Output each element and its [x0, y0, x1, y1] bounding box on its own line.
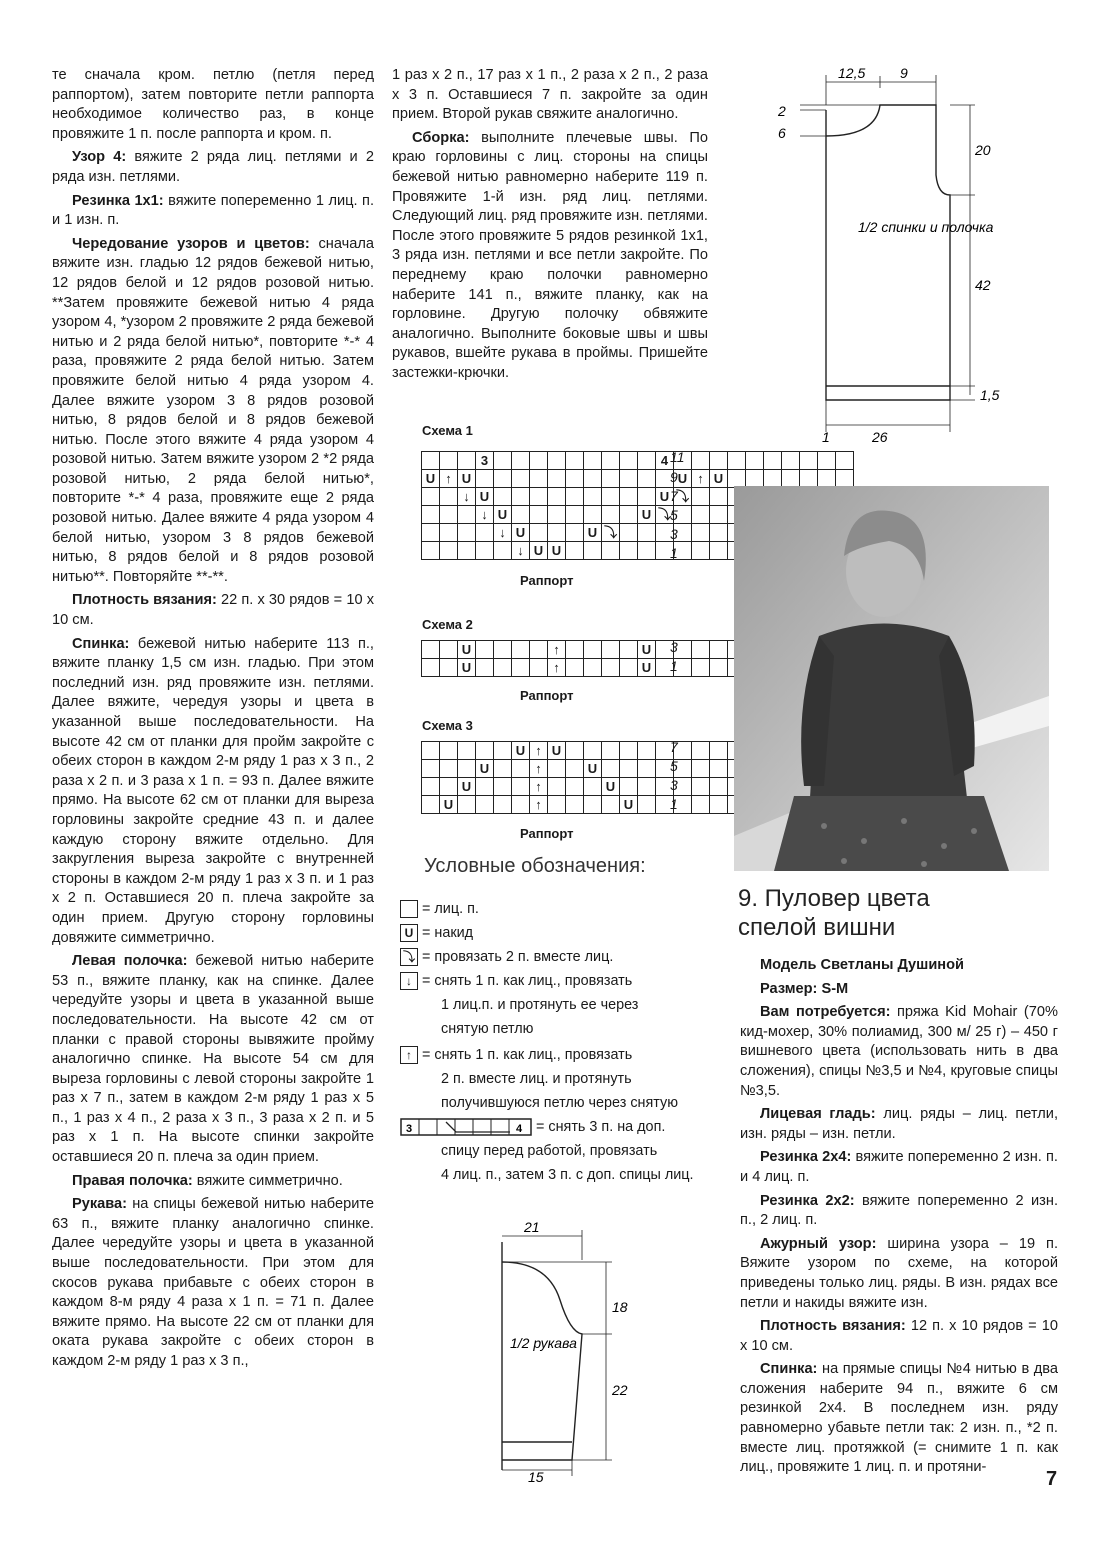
legend-skp-3: снятую петлю	[441, 1021, 534, 1037]
paragraph: Спинка: бежевой нитью наберите 113 п., вяжите планку 1,5 см изн. гладью. При этом последний изн. ряд провяжите изн. петлями. Далее вяжите, чередуя узоры и цвета в указанной выше последовательности. На высоте 42 см от планки для пройм закройте с обеих сторон в каждом 2-м ряду 1 раз х 3 п., 2 раза х 2 п. и 3 раза х 1 п. = 93 п. Далее вяжите прямо. На высоте 62 см от планки для выреза горловины закройте средние 43 п. и далее каждую сторону вяжите отдельно. Для закругления выреза закройте с внутренней стороны в каждом 2-м ряду 1 раз х 3 п. и 1 раз х 2 п. Оставшиеся 20 п. плеча закройте за один прием. Другую сторону горловины довяжите симметрично.	[52, 635, 374, 946]
paragraph: Лицевая гладь: лиц. ряды – лиц. петли, изн. ряды – изн. петли.	[740, 1106, 1059, 1142]
legend-skp: ↓ = снять 1 п. как лиц., провязать	[400, 970, 632, 992]
svg-text:1,5: 1,5	[980, 387, 1000, 403]
scheme-2-row-3: 3	[670, 639, 678, 655]
paragraph: те сначала кром. петлю (петля перед раппортом), затем повторите петли раппорта необходимое количество раз, в конце провяжите 1 п. после раппорта и кром. п.	[52, 67, 374, 142]
sk2p-icon: ↑	[400, 1046, 418, 1064]
text-column-3	[740, 956, 1058, 1482]
svg-text:2: 2	[778, 103, 786, 119]
svg-text:3: 3	[406, 1123, 413, 1136]
scheme-3-row-5: 5	[670, 758, 678, 774]
svg-text:21: 21	[524, 1220, 540, 1235]
legend-cable-2: спицу перед работой, провязать	[441, 1143, 658, 1159]
scheme-2-grid: U ↑ U U ↑ U	[421, 640, 854, 677]
svg-text:18: 18	[612, 1299, 628, 1315]
svg-text:1/2 рукава: 1/2 рукава	[510, 1335, 577, 1351]
scheme-3-grid: U ↑ U U ↑ U U ↑ U U ↑ U	[421, 741, 854, 814]
article-title: 9. Пуловер цвета спелой вишни	[738, 885, 930, 941]
svg-text:20: 20	[975, 142, 991, 158]
paragraph: Узор 4: вяжите 2 ряда лиц. петлями и 2 ряда изн. петлями.	[52, 149, 374, 185]
paragraph: Резинка 1х1: вяжите попеременно 1 лиц. п. и 1 изн. п.	[52, 192, 374, 229]
knit-stitch-icon	[400, 900, 418, 918]
paragraph: Ажурный узор: ширина узора – 19 п. Вяжите узором по схеме, на которой приведены только лиц. ряды. В изн. рядах все петли и накиды вяжите изн.	[740, 1235, 1058, 1311]
legend-skp-2: 1 лиц.п. и протянуть ее через	[441, 997, 639, 1013]
paragraph: Вам потребуется: пряжа Kid Mohair (70% кид-мохер, 30% полиамид, 300 м/ 25 г) – 450 г вишневого цвета (использовать нить в два сложения), спицы №3,5 и №4, круговые спицы №3,5.	[740, 1004, 1058, 1099]
paragraph: Размер: S-M	[760, 980, 849, 997]
paragraph: Модель Светланы Душиной	[760, 957, 964, 973]
legend-k2tog: ⤵ = провязать 2 п. вместе лиц.	[400, 946, 613, 968]
scheme-2-row-1: 1	[670, 658, 678, 674]
paragraph: Сборка: выполните плечевые швы. По краю горловины с лиц. стороны на спицы бежевой нитью равномерно наберите 119 п. Провяжите 1-й изн. ряд лиц. петлями. Следующий лиц. ряд провяжите изн. петлями. После этого провяжите 5 рядов резинкой 1х1, 3 ряда изн. петлями и все петли закройте. По переднему краю полочки равномерно наберите 141 п., вяжите планку, как на горловине. Другую полочку обвяжите аналогично. Выполните боковые швы и швы рукавов, вшейте рукава в проймы. Пришейте застежки-крючки.	[392, 129, 708, 381]
paragraph: Резинка 2х4: вяжите попеременно 2 изн. п. и 4 лиц. п.	[740, 1149, 1058, 1185]
body-schematic	[760, 60, 1020, 450]
legend-knit: = лиц. п.	[400, 898, 479, 920]
legend-cable-3: 4 лиц. п., затем 3 п. с доп. спицы лиц.	[441, 1167, 694, 1183]
svg-text:12,5: 12,5	[838, 65, 866, 81]
scheme-3-row-7: 7	[670, 739, 678, 755]
svg-text:15: 15	[528, 1469, 544, 1485]
scheme-1-rapport: Раппорт	[520, 573, 574, 588]
legend-yarnover: U = накид	[400, 922, 473, 944]
page-number: 7	[1046, 1468, 1058, 1490]
svg-text:22: 22	[612, 1382, 628, 1398]
svg-text:6: 6	[778, 125, 786, 141]
skp-icon: ↓	[400, 972, 418, 990]
sleeve-schematic	[488, 1220, 648, 1490]
text-column-2	[392, 66, 708, 388]
paragraph: Резинка 2х2: вяжите попеременно 2 изн. п., 2 лиц. п.	[740, 1192, 1058, 1229]
paragraph: Левая полочка: бежевой нитью наберите 53 п., вяжите планку, как на спинке. Далее чередуйте узоры и цвета в указанной выше последовательности. На высоте 42 см от планки с правой стороны вывяжите пройму аналогично спинке. На высоте 54 см для выреза горловины с левой стороны закройте 1 раз х 7 п., затем в каждом 2-м ряду 1 раз х 5 п., 1 раз х 4 п., 2 раза х 3 п., 3 раза х 2 п. и 5 раз х 1 п. На высоте спинки закройте оставшиеся 20 п. плеча за один прием.	[52, 953, 374, 1166]
scheme-3-row-3: 3	[670, 777, 678, 793]
paragraph: Чередование узоров и цветов: сначала вяжите изн. гладью 12 рядов бежевой нитью, 12 рядов белой и 12 рядов розовой нитью. **Затем провяжите бежевой нитью 4 ряда узором 4, *узором 2 провяжите 2 ряда бежевой нитью и 2 ряда белой нитью*, повторите *-* 4 раза, провяжите 2 ряда белой нитью. Затем провяжите белой нитью 4 ряда узором 4. Далее вяжите узором 3 8 рядов розовой нитью, 8 рядов белой и 8 рядов бежевой нитью. После этого вяжите 4 ряда узором 4 розовой нитью. Затем вяжите узором 2 *2 ряда розовой нитью, 2 ряда белой нитью*, повторите *-* 4 раза, провяжите еще 2 ряда розовой нитью. Далее вяжите 4 ряда узором 4 белой нитью, узором 3 8 рядов бежевой нитью, 8 рядов белой и 8 рядов розовой нитью**. Повторяйте **-**.	[52, 235, 374, 585]
paragraph: Правая полочка: вяжите симметрично.	[72, 1172, 343, 1189]
text-column-1	[52, 66, 374, 1376]
svg-text:1/2 спинки и полочка: 1/2 спинки и полочка	[858, 219, 994, 235]
legend-sk2p-3: получившуюся петлю через снятую	[441, 1095, 679, 1111]
scheme-1-grid: 3 4 U ↑ U U ↑ U ↓ U U ⤵ ↓ U U ⤵ ↓ U U ⤵ ↓ U U	[421, 451, 854, 560]
yarnover-icon: U	[400, 924, 418, 942]
svg-text:4: 4	[516, 1123, 523, 1136]
scheme-1-row-3: 3	[670, 526, 678, 542]
scheme-3-row-1: 1	[670, 796, 678, 812]
scheme-1-row-1: 1	[670, 545, 678, 561]
scheme-2-title: Схема 2	[422, 617, 473, 632]
cable-icon	[400, 1118, 532, 1136]
scheme-1-row-7: 7	[670, 488, 678, 504]
svg-text:1: 1	[822, 429, 830, 445]
svg-text:26: 26	[872, 429, 888, 445]
legend-sk2p-2: 2 п. вместе лиц. и протянуть	[441, 1071, 632, 1087]
scheme-1-row-11: 11	[670, 449, 685, 465]
paragraph: Рукава: на спицы бежевой нитью наберите 63 п., вяжите планку аналогично спинке. Далее чередуйте узоры и цвета в указанной выше последовательности. При этом для скосов рукава прибавьте с обеих сторон в каждом 8-м ряду 4 раза х 1 п. = 71 п. Далее вяжите прямо. На высоте 22 см от планки для оката рукава закройте с обеих сторон в каждом 2-м ряду 1 раз х 3 п.,	[52, 1196, 374, 1369]
paragraph: 1 раз х 2 п., 17 раз х 1 п., 2 раза х 2 п., 2 раза х 3 п. Оставшиеся 7 п. закройте за один прием. Второй рукав свяжите аналогично.	[392, 67, 708, 123]
scheme-1-row-5: 5	[670, 507, 678, 523]
scheme-3-title: Схема 3	[422, 718, 473, 733]
legend-cable: 3 4 = снять 3 п. на доп.	[400, 1116, 665, 1138]
scheme-1-row-9: 9	[670, 469, 678, 485]
scheme-3-rapport: Раппорт	[520, 826, 574, 841]
svg-text:42: 42	[975, 277, 991, 293]
scheme-2-rapport: Раппорт	[520, 688, 574, 703]
legend-heading: Условные обозначения:	[424, 855, 646, 877]
paragraph: Спинка: на прямые спицы №4 нитью в два сложения наберите 94 п., вяжите 6 см резинкой 2х4. В последнем изн. ряду равномерно убавьте петли так: 2 изн. п., *2 п. вместе лиц. протяжкой (= снимите 1 п. как лиц., провяжите 1 лиц. п. и протяни-	[740, 1361, 1058, 1476]
svg-text:9: 9	[900, 65, 908, 81]
k2tog-icon: ⤵	[400, 948, 418, 966]
scheme-1-title: Схема 1	[422, 423, 473, 438]
paragraph: Плотность вязания: 12 п. х 10 рядов = 10 х 10 см.	[740, 1318, 1058, 1354]
legend-sk2p: ↑ = снять 1 п. как лиц., провязать	[400, 1044, 632, 1066]
model-photo	[734, 486, 1049, 871]
paragraph: Плотность вязания: 22 п. х 30 рядов = 10 х 10 см.	[52, 592, 374, 629]
